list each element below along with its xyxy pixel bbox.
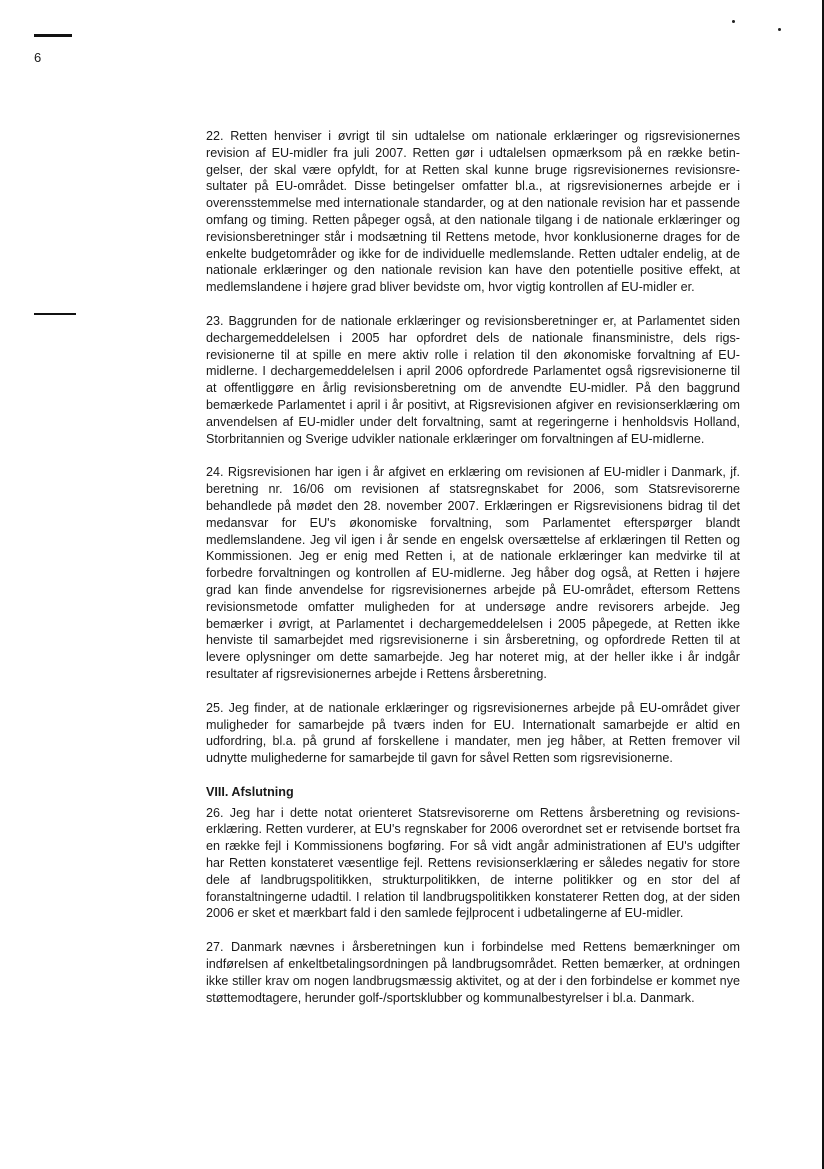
document-body <box>206 128 740 1023</box>
paragraph-23: 23. Baggrunden for de nationale erklæringer og revisionsberetninger er, at Parlamentet siden dechargemeddelelsen i 2005 har opfordret dels de nationale finansministre, dels rigsrevisionerne til at spille en mere aktiv rolle i relation til den økonomiske forvaltning af EU-midlerne. I dechargemeddelelsen i april 2006 opfordrede Parlamentet også rigsrevisionerne til at offentliggøre en årlig revisionsberetning om de anvendte EU-midler. På den baggrund bemærkede Parlamentet i april i år positivt, at Rigsrevisionen afgiver en revisionserklæring om anvendelsen af EU-midler under delt forvaltning, samt at regeringerne i henholdsvis Holland, Storbritannien og Sverige udvikler nationale erklæringer om forvaltningen af EU-midlerne. <box>206 313 740 446</box>
paragraph-24: 24. Rigsrevisionen har igen i år afgivet en erklæring om revisionen af EU-midler i Danmark, jf. beretning nr. 16/06 om revisionen af statsregnskabet for 2006, som Statsrevisorerne behandlede på mødet den 28. november 2007. Erklæringen er Rigsrevisionens bidrag til det medansvar for EU's økonomiske forvaltning, som Parlamentet efterspørger blandt medlemslandene. Jeg vil igen i år sende en engelsk oversættelse af erklæringen til Retten og Kommissionen. Jeg er enig med Retten i, at de nationale erklæringer kan medvirke til at forbedre forvaltningen og kontrollen af EU-midlerne. Jeg håber dog også, at Retten i højere grad kan finde anvendelse for rigsrevisionernes arbejde på EU-området, eftersom Rettens revisionsmetode omfatter muligheden for at undersøge andre revisorers arbejde. Jeg bemærker i øvrigt, at Parlamentet i dechargemeddelelsen i 2005 påpegede, at Retten ikke henviste til samarbejdet med rigsrevisionerne i sin årsberetning, og opfordrede Retten til at levere oplysninger om dette samarbejde. Jeg har noteret mig, at der heller ikke i år indgår resultater af rigsrevisionernes arbejde i Rettens årsberetning. <box>206 465 740 681</box>
page-number: 6 <box>34 50 42 65</box>
margin-rule <box>34 313 76 315</box>
scan-speck <box>778 28 781 31</box>
paragraph-27: 27. Danmark nævnes i årsberetningen kun i forbindelse med Rettens bemærkninger om indførelsen af enkeltbetalingsordningen på landbrugsområdet. Retten bemærker, at ordningen ikke stiller krav om nogen landbrugsmæssig aktivitet, og at der i den forbindelse er kommet nye støttemodtagere, herunder golf-/sportsklubber og kommunalbestyrelser i bl.a. Danmark. <box>206 940 740 1005</box>
paragraph-25: 25. Jeg finder, at de nationale erklæringer og rigsrevisionernes arbejde på EU-området giver muligheder for samarbejde på tværs inden for EU. Internationalt samarbejde er altid en udfordring, bl.a. på grund af forskellene i mandater, men jeg håber, at Retten fremover vil udnytte mulighederne for samarbejde til gavn for såvel Retten som rigsrevisionerne. <box>206 700 740 766</box>
scan-speck <box>732 20 735 23</box>
section-heading: VIII. Afslutning <box>206 784 294 799</box>
header-rule <box>34 34 72 37</box>
paragraph-26: 26. Jeg har i dette notat orienteret Statsrevisorerne om Rettens årsberetning og revisionserklæring. Retten vurderer, at EU's regnskaber for 2006 overordnet set er retvisende bortset fra en række fejl i Kommissionens bogføring. For så vidt angår administrationen af EU's udgifter har Retten konstateret væsentlige fejl. Rettens revisionserklæring er således negativ for store dele af landbrugspolitikken, strukturpolitikken, de interne politikker og en stor del af foranstaltningerne udadtil. I relation til landbrugspolitikken konstaterer Retten dog, at der siden 2006 er sket et mærkbart fald i den samlede fejlprocent i udbetalingerne af EU-midler. <box>206 805 740 921</box>
paragraph-22: 22. Retten henviser i øvrigt til sin udtalelse om nationale erklæringer og rigsrevisionernes revision af EU-midler fra juli 2007. Retten gør i udtalelsen opmærksom på en række betingelser, der skal være opfyldt, for at Retten skal kunne bruge rigsrevisionernes revisionsresultater på EU-området. Disse betingelser omfatter bl.a., at rigsrevisionernes arbejde er i overensstemmelse med internationale standarder, og at den nationale revision har et passende omfang og timing. Retten påpeger også, at den nationale tilgang i de nationale erklæringer og revisionsberetninger står i modsætning til Rettens metode, hvor konklusionerne drages for de enkelte budgetområder og ikke for de individuelle medlemslande. Retten udtaler endelig, at de nationale erklæringer og den nationale revision kan have den potentielle positive effekt, at medlemslandene i højere grad bliver bevidste om, hvor vigtig kontrollen af EU-midler er. <box>206 129 740 295</box>
